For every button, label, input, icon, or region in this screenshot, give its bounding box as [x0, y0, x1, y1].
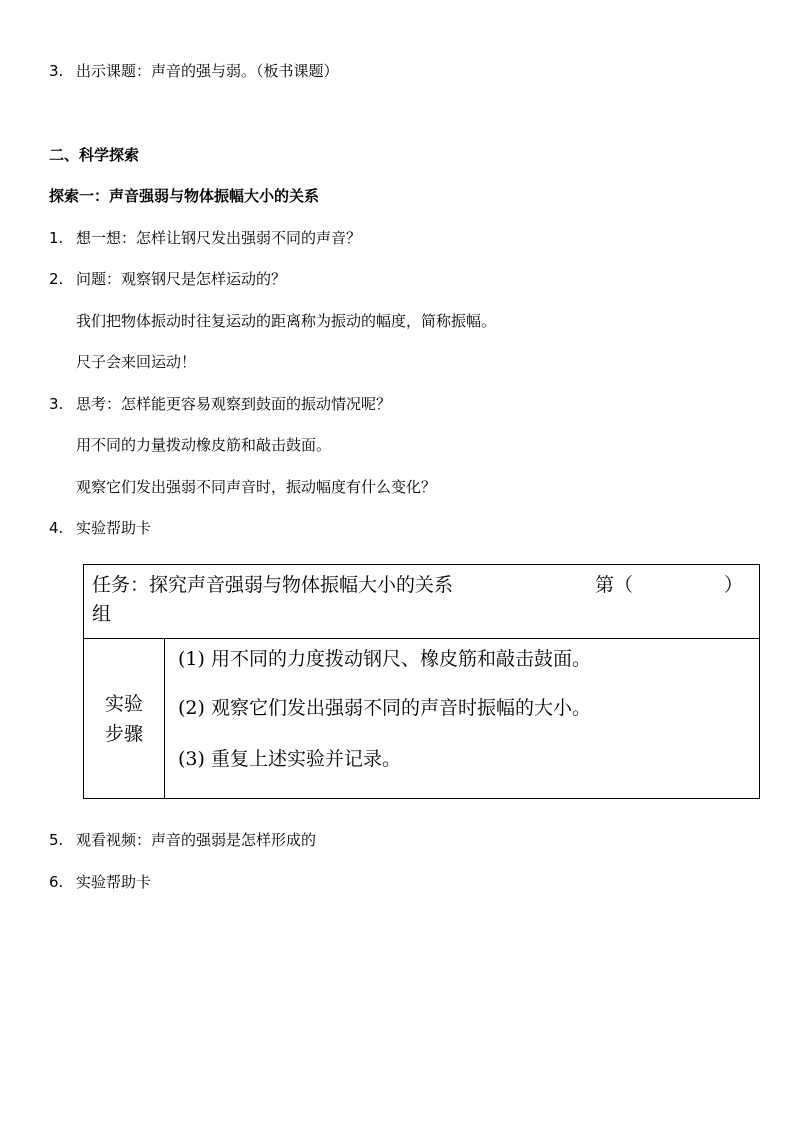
subsection-title: 探索一：声音强弱与物体振幅大小的关系 — [49, 187, 320, 205]
list-item-number: 5. — [49, 831, 64, 849]
list-item — [49, 518, 151, 538]
list-item-text: 我们把物体振动时往复运动的距离称为振动的幅度，简称振幅。 — [76, 312, 497, 330]
intro-item — [49, 61, 339, 81]
list-item — [49, 228, 361, 248]
list-item-text: 实验帮助卡 — [76, 519, 152, 537]
section-title: 二、科学探索 — [49, 146, 140, 164]
card-side-line: 步骤 — [104, 723, 143, 745]
list-item-text: 实验帮助卡 — [76, 873, 152, 891]
list-item-number: 1. — [49, 229, 64, 247]
card-group-label: 第（ — [595, 574, 634, 596]
card-group-close: ） — [724, 574, 744, 596]
list-item-number: 4. — [49, 519, 64, 537]
list-item-text: 问题：观察钢尺是怎样运动的？ — [76, 270, 287, 288]
card-side-label — [84, 639, 165, 798]
card-task: 任务：探究声音强弱与物体振幅大小的关系 — [92, 574, 454, 596]
list-item-text: 观察它们发出强弱不同声音时，振动幅度有什么变化？ — [76, 478, 437, 496]
list-item-text: 想一想：怎样让钢尺发出强弱不同的声音？ — [76, 229, 362, 247]
list-item — [49, 269, 286, 289]
card-header — [84, 565, 759, 639]
list-item-number: 6. — [49, 873, 64, 891]
list-item-continuation — [49, 352, 196, 372]
list-item — [49, 394, 391, 414]
card-side-line: 实验 — [104, 693, 143, 715]
list-item-continuation — [49, 477, 436, 497]
list-item-text: 尺子会来回运动！ — [76, 353, 197, 371]
intro-item-text: 出示课题：声音的强与弱。（板书课题） — [76, 62, 339, 80]
list-item-number: 3. — [49, 395, 64, 413]
card-step: (1) 用不同的力度拨动钢尺、橡皮筋和敲击鼓面。 — [178, 648, 591, 670]
list-item-continuation — [49, 435, 331, 455]
card-body — [84, 639, 759, 798]
list-item — [49, 872, 151, 892]
list-item-text: 观看视频：声音的强弱是怎样形成的 — [76, 831, 317, 849]
list-item-number: 2. — [49, 270, 64, 288]
card-group-suffix: 组 — [92, 603, 112, 625]
list-item — [49, 830, 316, 850]
experiment-card — [83, 564, 760, 799]
list-item-text: 用不同的力量拨动橡皮筋和敲击鼓面。 — [76, 436, 332, 454]
card-step: (3) 重复上述实验并记录。 — [178, 748, 401, 770]
intro-item-number: 3. — [49, 62, 64, 80]
list-item-text: 思考：怎样能更容易观察到鼓面的振动情况呢？ — [76, 395, 392, 413]
list-item-continuation — [49, 311, 496, 331]
card-step: (2) 观察它们发出强弱不同的声音时振幅的大小。 — [178, 697, 591, 719]
